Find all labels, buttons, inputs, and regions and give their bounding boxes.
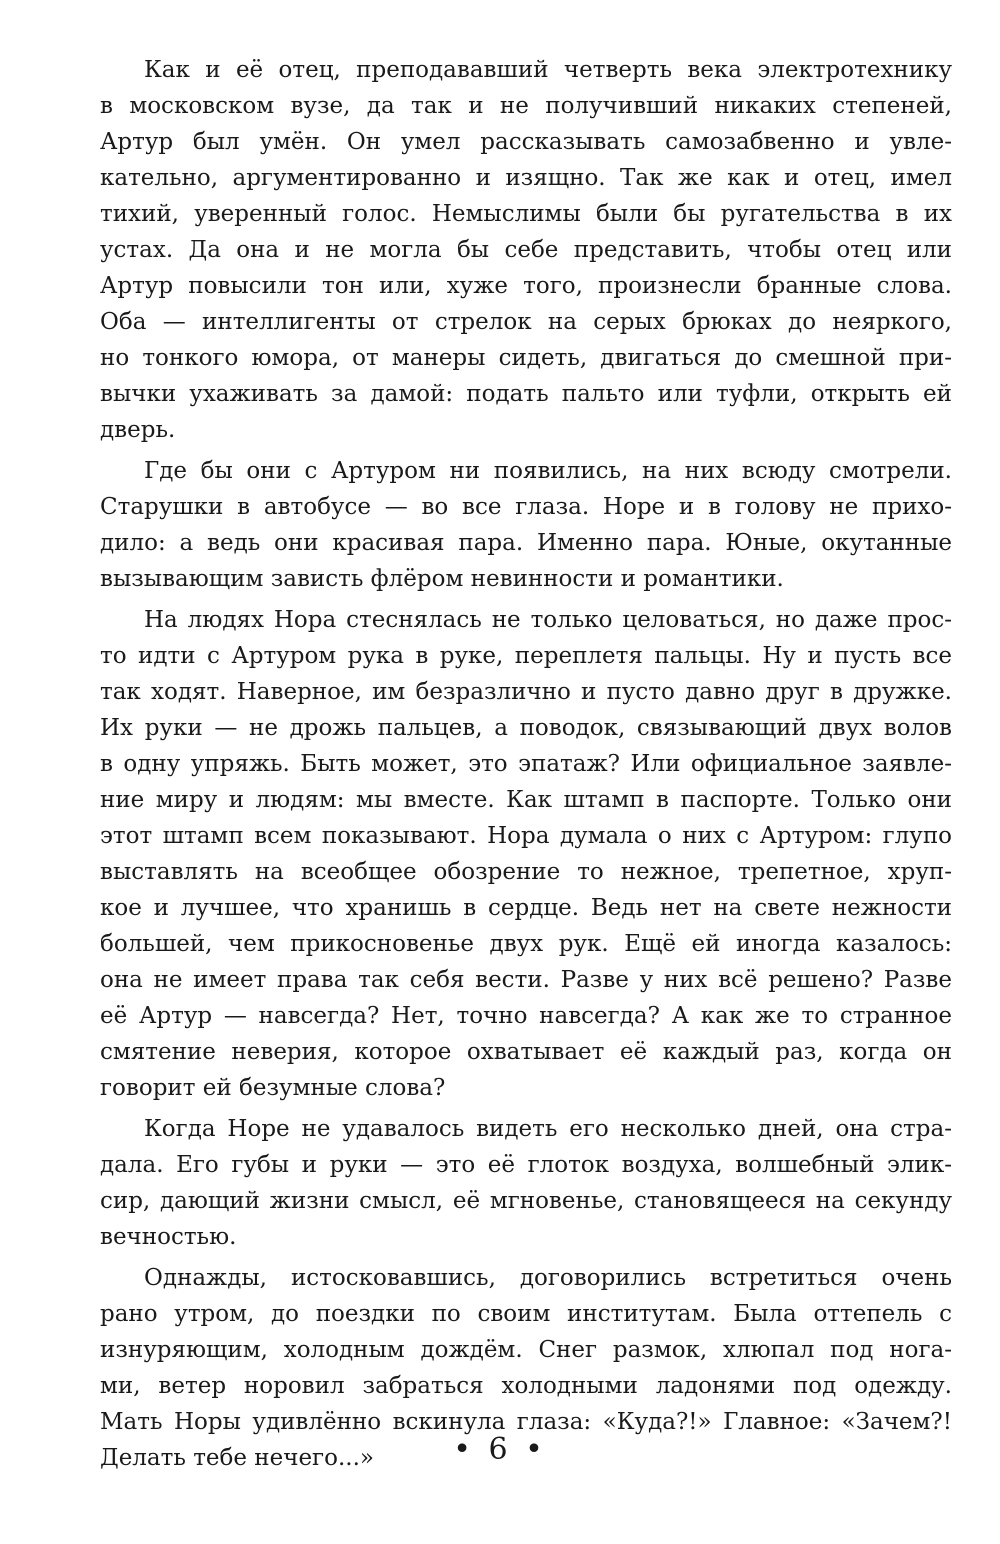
text-line: в одну упряжь. Быть может, это эпатаж? Или официальное заявле- (100, 751, 952, 777)
text-line: ми, ветер норовил забраться холодными ладонями под одежду. (100, 1373, 952, 1399)
text-line: большей, чем прикосновенье двух рук. Ещё ей иногда казалось: (100, 931, 952, 957)
text-line: дала. Его губы и руки — это её глоток воздуха, волшебный элик- (100, 1152, 952, 1178)
text-line: Артур повысили тон или, хуже того, произнесли бранные слова. (100, 273, 952, 299)
text-line: она не имеет права так себя вести. Разве у них всё решено? Разве (100, 967, 952, 993)
text-line: Мать Норы удивлённо вскинула глаза: «Куда?!» Главное: «Зачем?! (100, 1409, 952, 1435)
text-line: На людях Нора стеснялась не только целоваться, но даже прос- (144, 607, 952, 633)
text-line: ние миру и людям: мы вместе. Как штамп в паспорте. Только они (100, 787, 952, 813)
text-line: вызывающим зависть флёром невинности и романтики. (100, 566, 784, 592)
text-line: Однажды, истосковавшись, договорились встретиться очень (144, 1265, 952, 1291)
text-line: дило: а ведь они красивая пара. Именно пара. Юные, окутанные (100, 530, 952, 556)
text-line: тихий, уверенный голос. Немыслимы были бы ругательства в их (100, 201, 952, 227)
text-line: вечностью. (100, 1224, 237, 1250)
text-line: этот штамп всем показывают. Нора думала о них с Артуром: глупо (100, 823, 952, 849)
text-line: но тонкого юмора, от манеры сидеть, двигаться до смешной при- (100, 345, 952, 371)
text-line: то идти с Артуром рука в руке, переплетя пальцы. Ну и пусть все (100, 643, 952, 669)
paragraph (100, 52, 952, 448)
text-line: Артур был умён. Он умел рассказывать самозабвенно и увле- (100, 129, 952, 155)
text-line: смятение неверия, которое охватывает её каждый раз, когда он (100, 1039, 952, 1065)
page-number: • 6 • (453, 1432, 547, 1467)
paragraph (100, 602, 952, 1106)
text-line: дверь. (100, 417, 176, 443)
text-line: сир, дающий жизни смысл, её мгновенье, становящееся на секунду (100, 1188, 952, 1214)
text-line: Как и её отец, преподававший четверть века электротехнику (144, 57, 952, 83)
text-line: так ходят. Наверное, им безразлично и пусто давно друг в дружке. (100, 679, 952, 705)
text-line: Оба — интеллигенты от стрелок на серых брюках до неяркого, (100, 309, 952, 335)
text-line: Старушки в автобусе — во все глаза. Норе и в голову не прихо- (100, 494, 952, 520)
paragraph (100, 1111, 952, 1255)
text-line: кательно, аргументированно и изящно. Так же как и отец, имел (100, 165, 952, 191)
text-line: кое и лучшее, что хранишь в сердце. Ведь нет на свете нежности (100, 895, 952, 921)
text-line: устах. Да она и не могла бы себе представить, чтобы отец или (100, 237, 952, 263)
text-line: Делать тебе нечего...» (100, 1445, 374, 1471)
text-line: изнуряющим, холодным дождём. Снег размок, хлюпал под нога- (100, 1337, 952, 1363)
text-line: выставлять на всеобщее обозрение то нежное, трепетное, хруп- (100, 859, 952, 885)
text-line: говорит ей безумные слова? (100, 1075, 446, 1101)
paragraph (100, 453, 952, 597)
text-line: Где бы они с Артуром ни появились, на них всюду смотрели. (144, 458, 952, 484)
text-line: рано утром, до поездки по своим институтам. Была оттепель с (100, 1301, 952, 1327)
text-line: Когда Норе не удавалось видеть его несколько дней, она стра- (144, 1116, 952, 1142)
body-text (100, 52, 952, 1476)
text-line: в московском вузе, да так и не получивший никаких степеней, (100, 93, 952, 119)
text-line: её Артур — навсегда? Нет, точно навсегда? А как же то странное (100, 1003, 952, 1029)
text-line: вычки ухаживать за дамой: подать пальто или туфли, открыть ей (100, 381, 952, 407)
text-line: Их руки — не дрожь пальцев, а поводок, связывающий двух волов (100, 715, 952, 741)
